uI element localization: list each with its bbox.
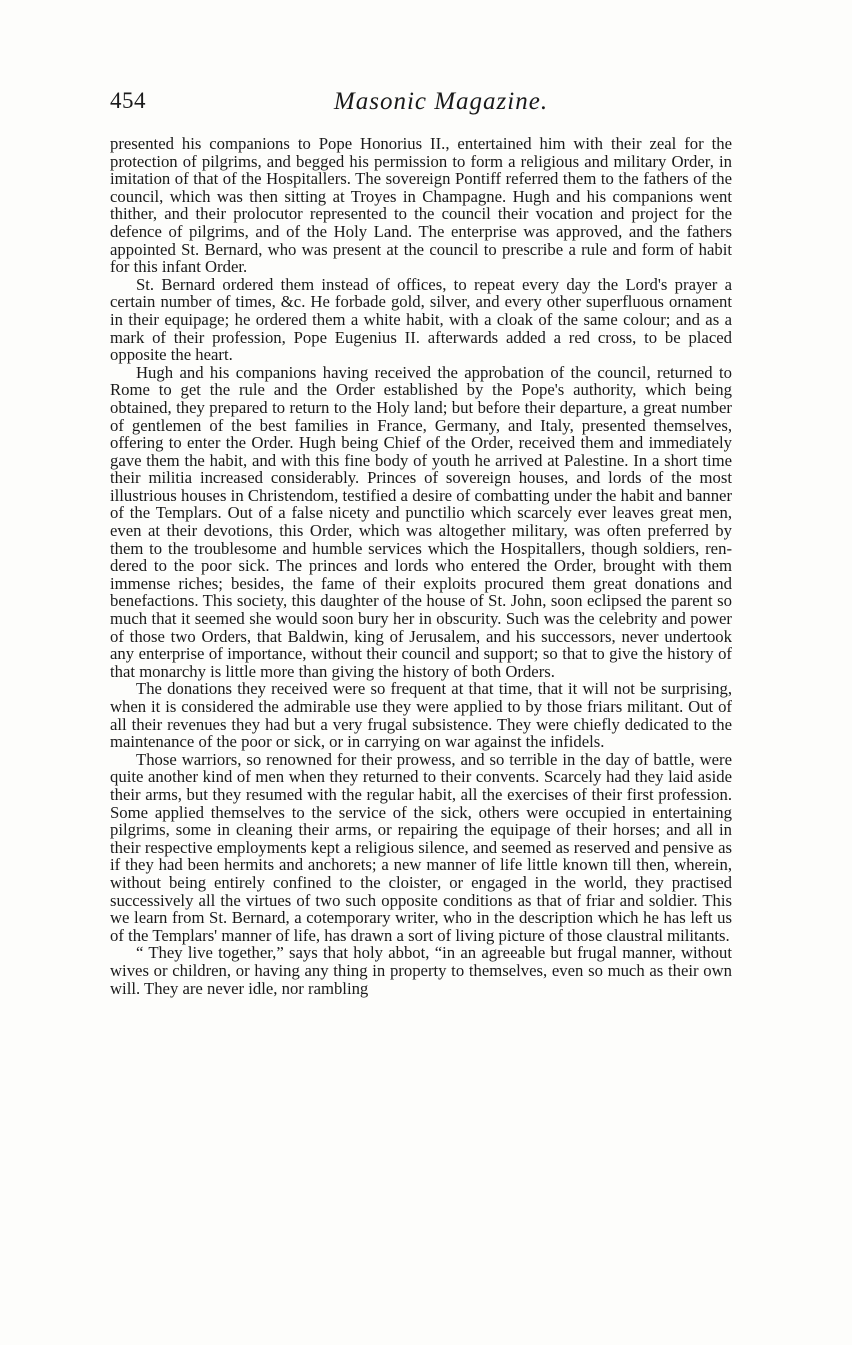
article-body	[110, 135, 732, 997]
paragraph-5: Those warriors, so renowned for their prowess, and so terrible in the day of battle, were quite another kind of men when they returned to their convents. Scarcely had they laid aside their arms, but they resumed with the regular habit, all the exercises of their first profession. Some applied themselves to the service of the sick, others were occupied in entertaining pilgrims, some in cleaning their arms, or repairing the equipage of their horses; and all in their respective employments kept a religious silence, and seemed as reserved and pensive as if they had been hermits and anchorets; a new manner of life little known till then, wherein, without being entirely confined to the cloister, or engaged in the world, they practised successively all the virtues of two such opposite conditions as that of friar and soldier. This we learn from St. Bernard, a cotemporary writer, who in the description which he has left us of the Templars' manner of life, has drawn a sort of living picture of those claustral militants.	[110, 749, 732, 945]
paragraph-4: The donations they received were so frequent at that time, that it will not be surprising, when it is considered the admirable use they were applied to by those friars militant. Out of all their revenues they had but a very frugal subsistence. They were chiefly dedicated to the maintenance of the poor or sick, or in carrying on war against the infidels.	[110, 679, 732, 752]
page-number: 454	[110, 88, 146, 113]
paragraph-3: Hugh and his companions having received the approbation of the council, returned to Rome to get the rule and the Order established by the Pope's authority, which being obtained, they prepared to return to the Holy land; but before their departure, a great number of gentlemen of the best families in France, Germany, and Italy, presented themselves, offering to enter the Order. Hugh being Chief of the Order, received them and immediately gave them the habit, and with this fine body of youth he arrived at Palestine. In a short time their militia increased considerably. Princes of sovereign houses, and lords of the most illustrious houses in Christendom, testified a desire of combatting under the habit and banner of the Templars. Out of a false nicety and punctilio which scarcely ever leaves great men, even at their devotions, this Order, which was altogether military, was often preferred by them to the troublesome and humble services which the Hospitallers, though soldiers, rendered to the poor sick. The princes and lords who entered the Order, brought with them immense riches; besides, the fame of their exploits procured them great donations and benefactions. This society, this daughter of the house of St. John, soon eclipsed the parent so much that it seemed she would soon bury her in obscurity. Such was the celebrity and power of those two Orders, that Baldwin, king of Jerusalem, and his successors, never undertook any enterprise of importance, without their council and support; so that to give the history of that monarchy is little more than giving the history of both Orders.	[110, 362, 732, 681]
paragraph-6: “ They live together,” says that holy abbot, “in an agreeable but frugal manner, without wives or children, or having any thing in property to themselves, even so much as their own will. They are never idle, nor rambling	[110, 943, 732, 998]
running-head	[110, 88, 732, 122]
paragraph-1: presented his companions to Pope Honorius II., entertained him with their zeal for the protection of pilgrims, and begged his permission to form a religious and military Order, in imitation of that of the Hospitallers. The sovereign Pontiff referred them to the fathers of the council, which was then sitting at Troyes in Champagne. Hugh and his companions went thither, and their prolocutor represented to the council their vocation and project for the defence of pilgrims, and of the Holy Land. The enterprise was approved, and the fathers appointed St. Bernard, who was present at the council to prescribe a rule and form of habit for this infant Order.	[110, 134, 732, 277]
magazine-title: Masonic Magazine.	[333, 88, 549, 115]
paragraph-2: St. Bernard ordered them instead of offices, to repeat every day the Lord's prayer a certain number of times, &c. He forbade gold, silver, and every other superfluous ornament in their equipage; he ordered them a white habit, with a cloak of the same colour; and as a mark of their profession, Pope Eugenius II. afterwards added a red cross, to be placed opposite the heart.	[110, 274, 732, 365]
